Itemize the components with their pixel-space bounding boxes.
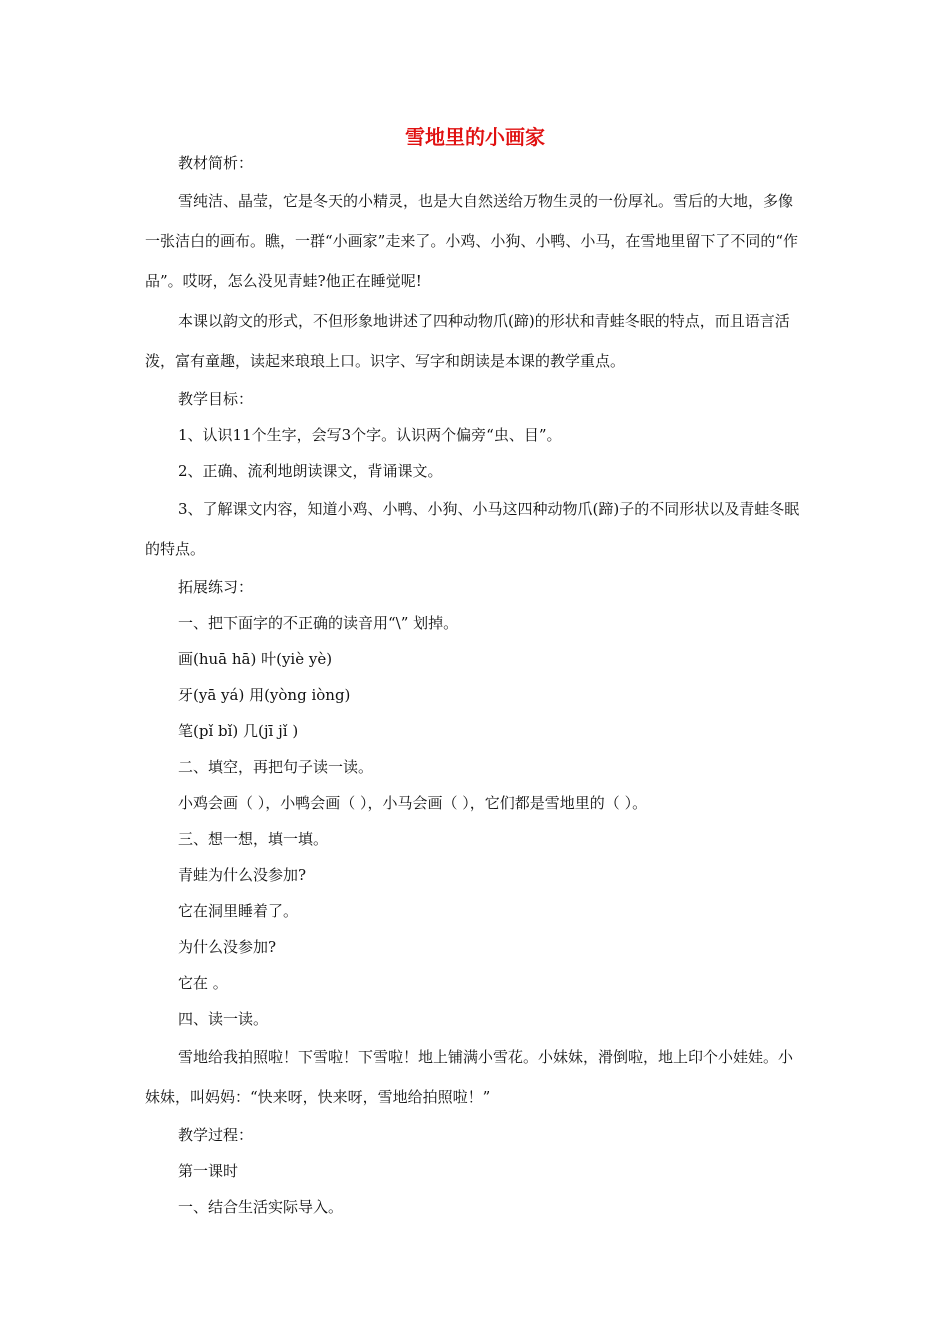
exercise-1-instruction: 一、把下面字的不正确的读音用“\” 划掉。 <box>178 614 459 632</box>
exercise-3-question-2: 为什么没参加? <box>178 938 277 956</box>
goal-item-2: 2、正确、流利地朗读课文，背诵课文。 <box>178 462 443 480</box>
goal-item-1: 1、认识11个生字，会写3个字。认识两个偏旁“虫、目”。 <box>178 426 562 444</box>
document-body <box>145 145 807 1225</box>
heading-extension-practice: 拓展练习： <box>178 578 254 596</box>
exercise-1-line-2: 牙(yā yá) 用(yòng iòng) <box>178 686 351 704</box>
paragraph-snow-intro: 雪纯洁、晶莹，它是冬天的小精灵，也是大自然送给万物生灵的一份厚礼。雪后的大地，多像一张洁白的画布。瞧，一群“小画家”走来了。小鸡、小狗、小鸭、小马，在雪地里留下了不同的“作品”。哎呀，怎么没见青蛙?他正在睡觉呢! <box>145 192 799 290</box>
exercise-3-question-1: 青蛙为什么没参加? <box>178 866 307 884</box>
exercise-1-line-1: 画(huā hā) 叶(yiè yè) <box>178 650 333 668</box>
heading-textbook-analysis: 教材简析： <box>178 154 254 172</box>
exercise-2-instruction: 二、填空，再把句子读一读。 <box>178 758 374 776</box>
exercise-4-instruction: 四、读一读。 <box>178 1010 269 1028</box>
heading-teaching-goals: 教学目标： <box>178 390 254 408</box>
step-1-intro: 一、结合生活实际导入。 <box>178 1198 344 1216</box>
exercise-1-line-3: 笔(pǐ bǐ) 几(jī jǐ ) <box>178 722 299 740</box>
exercise-3-instruction: 三、想一想，填一填。 <box>178 830 329 848</box>
goal-item-3: 3、了解课文内容，知道小鸡、小鸭、小狗、小马这四种动物爪(蹄)子的不同形状以及青蛙冬眠的特点。 <box>145 500 800 558</box>
exercise-2-sentence: 小鸡会画（ ），小鸭会画（ ），小马会画（ ），它们都是雪地里的（ ）。 <box>178 794 648 812</box>
exercise-3-answer-1: 它在洞里睡着了。 <box>178 902 299 920</box>
paragraph-lesson-summary: 本课以韵文的形式，不但形象地讲述了四种动物爪(蹄)的形状和青蛙冬眠的特点，而且语言活泼，富有童趣，读起来琅琅上口。识字、写字和朗读是本课的教学重点。 <box>145 312 790 370</box>
exercise-4-poem: 雪地给我拍照啦！下雪啦！下雪啦！地上铺满小雪花。小妹妹，滑倒啦，地上印个小娃娃。小妹妹，叫妈妈：“快来呀，快来呀，雪地给拍照啦！” <box>145 1048 794 1106</box>
document-title: 雪地里的小画家 <box>405 125 545 149</box>
first-lesson-heading: 第一课时 <box>178 1162 239 1180</box>
heading-teaching-process: 教学过程： <box>178 1126 254 1144</box>
exercise-3-answer-2: 它在 。 <box>178 974 228 992</box>
